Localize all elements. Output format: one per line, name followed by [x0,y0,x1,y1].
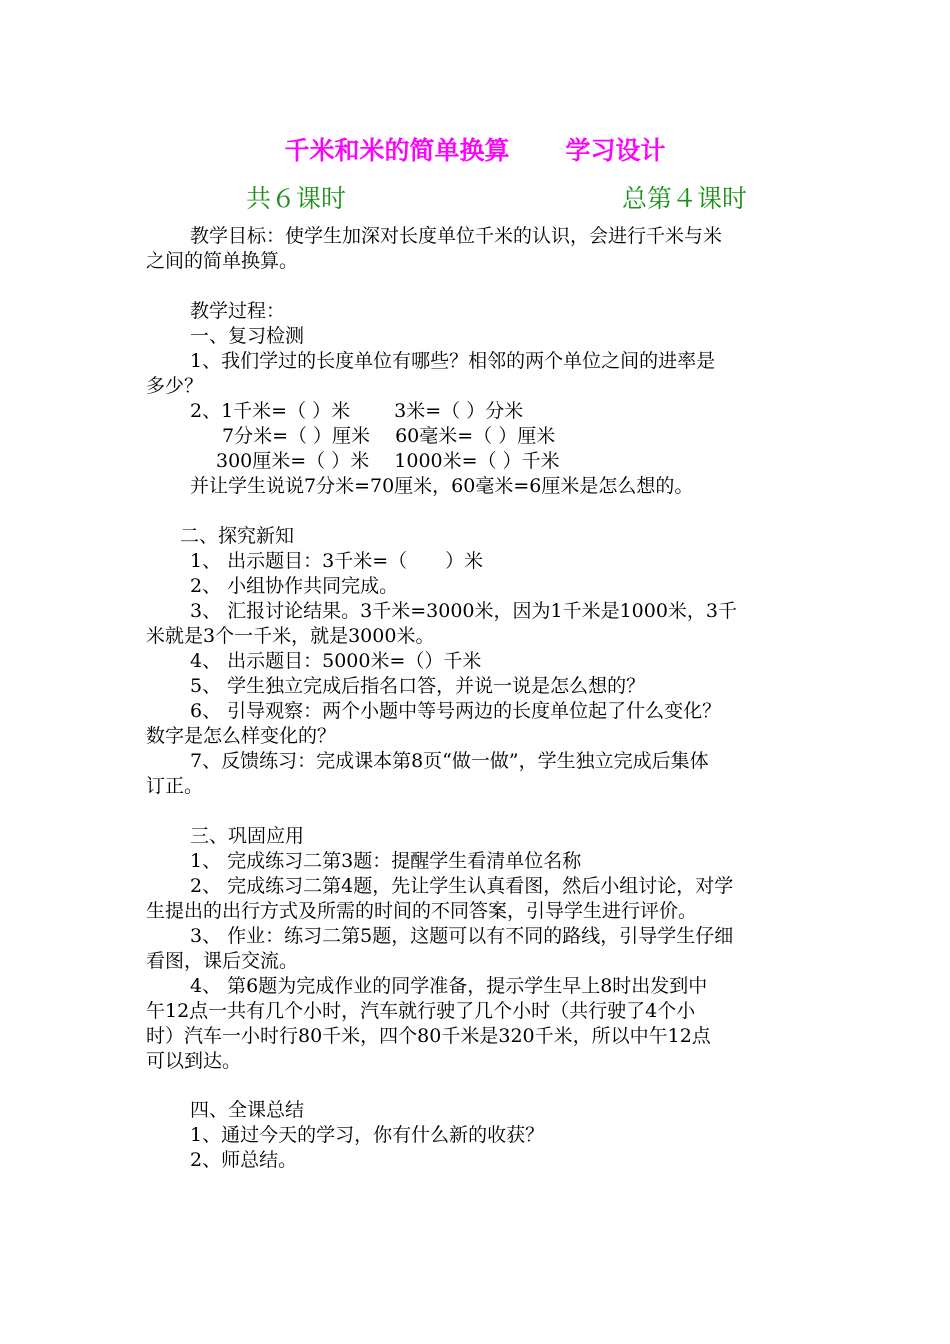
text-line: 4、 出示题目：5000米=（）千米 [190,650,482,672]
text-line: 1、 出示题目：3千米=（ ）米 [190,550,484,572]
text-line: 7分米=（ ）厘米 60毫米=（ ）厘米 [222,425,556,447]
section-heading: 四、全课总结 [190,1099,305,1121]
text-line: 1、 完成练习二第3题：提醒学生看清单位名称 [190,850,582,872]
section-heading: 二、探究新知 [180,525,295,547]
text-line: 1、通过今天的学习，你有什么新的收获？ [190,1124,545,1146]
text-line: 2、 完成练习二第4题，先让学生认真看图，然后小组讨论，对学 [190,875,734,897]
text-line: 5、 学生独立完成后指名口答，并说一说是怎么想的？ [190,675,646,697]
document-title [0,134,950,168]
text-line: 教学目标：使学生加深对长度单位千米的认识，会进行千米与米 [190,225,723,247]
text-line: 6、 引导观察：两个小题中等号两边的长度单位起了什么变化？ [190,700,722,722]
text-line: 时）汽车一小时行80千米，四个80千米是320千米，所以中午12点 [146,1025,711,1047]
text-line: 并让学生说说7分米=70厘米，60毫米=6厘米是怎么想的。 [190,475,694,497]
lesson-number: 总第４课时 [622,184,748,213]
text-line: 生提出的出行方式及所需的时间的不同答案，引导学生进行评价。 [146,900,698,922]
text-line: 7、反馈练习：完成课本第8页“做一做”，学生独立完成后集体 [190,750,709,772]
text-line: 3、 作业：练习二第5题，这题可以有不同的路线，引导学生仔细 [190,925,734,947]
text-line: 300厘米=（ ）米 1000米=（ ）千米 [216,450,560,472]
text-line: 1、我们学过的长度单位有哪些？相邻的两个单位之间的进率是 [190,350,716,372]
text-line: 4、 第6题为完成作业的同学准备，提示学生早上8时出发到中 [190,975,708,997]
text-line: 教学过程： [190,300,286,322]
text-line: 订正。 [146,775,204,797]
text-line: 多少？ [146,375,204,397]
section-heading: 一、复习检测 [190,325,305,347]
text-line: 看图，课后交流。 [146,950,299,972]
text-line: 之间的简单换算。 [146,250,299,272]
text-line: 3、 汇报讨论结果。3千米=3000米，因为1千米是1000米，3千 [190,600,738,622]
title-main: 千米和米的简单换算 [284,136,510,165]
text-line: 2、1千米=（ ）米 3米=（ ）分米 [190,400,524,422]
text-line: 可以到达。 [146,1050,242,1072]
title-suffix: 学习设计 [565,136,666,165]
text-line: 2、 小组协作共同完成。 [190,575,399,597]
section-heading: 三、巩固应用 [190,825,305,847]
text-line: 2、师总结。 [190,1149,298,1171]
text-line: 米就是3个一千米，就是3000米。 [146,625,435,647]
text-line: 午12点一共有几个小时，汽车就行驶了几个小时（共行驶了4个小 [146,1000,696,1022]
total-lessons: 共６课时 [246,184,347,213]
text-line: 数字是怎么样变化的？ [146,725,337,747]
